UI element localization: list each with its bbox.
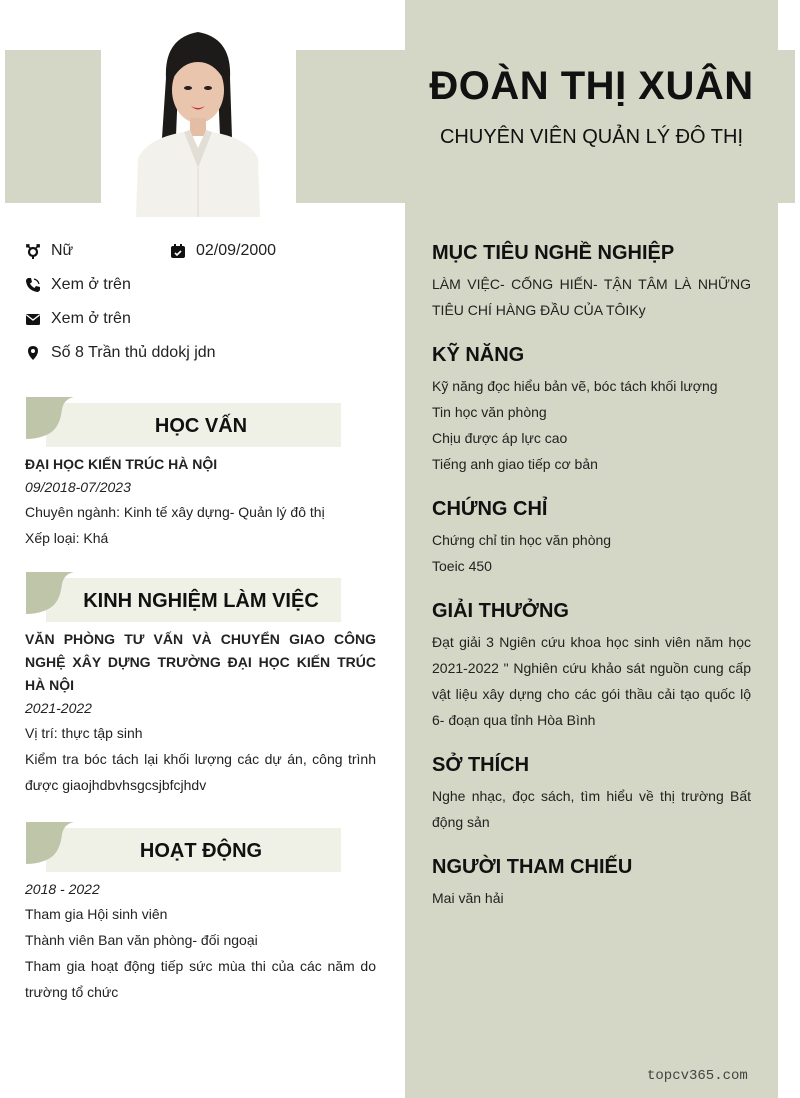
objective-section [432,242,751,323]
school-name: ĐẠI HỌC KIẾN TRÚC HÀ NỘI [25,456,218,472]
phone-icon [25,277,41,293]
phone-row [25,276,131,294]
activities-header [26,828,341,872]
gender-row [25,242,73,260]
address-value: Số 8 Trần thủ ddokj jdn [51,344,216,361]
education-block [25,453,376,551]
gender-icon [25,243,41,259]
education-header [26,403,341,447]
education-title: HỌC VẤN [154,415,248,437]
education-line: Xếp loại: Khá [25,530,109,546]
certificates-section [432,498,751,579]
awards-text: Đạt giải 3 Ngiên cứu khoa học sinh viên năm học 2021-2022 " Nghiên cứu khảo sát nguồn cung cấp vật liệu xây dựng cho các gói thầu cải tạo quốc lộ 6- đoạn qua tỉnh Hòa Bình [432,634,751,728]
education-line: Chuyên ngành: Kinh tế xây dựng- Quản lý đô thị [25,504,325,520]
certificate-item: Toeic 450 [432,558,492,574]
skill-item: Chịu được áp lực cao [432,430,568,446]
certificate-item: Chứng chỉ tin học văn phòng [432,532,612,548]
email-value: Xem ở trên [51,310,131,327]
header-band-right [778,50,795,203]
awards-section [432,600,751,733]
experience-line: Vị trí: thực tập sinh [25,725,143,741]
activity-line: Tham gia Hội sinh viên [25,906,168,922]
experience-line: Kiểm tra bóc tách lại khối lượng các dự án, công trình được giaojhdbvhsgcsjbfcjhdv [25,751,376,793]
company-name: VĂN PHÒNG TƯ VẤN VÀ CHUYỂN GIAO CÔNG NGHỆ XÂY DỰNG TRƯỜNG ĐẠI HỌC KIẾN TRÚC HÀ NỘI [25,631,376,693]
experience-block [25,628,376,798]
gender-value: Nữ [51,242,74,259]
skill-item: Tin học văn phòng [432,404,547,420]
header-band-left [5,50,101,203]
education-period: 09/2018-07/2023 [25,479,131,495]
references-text: Mai văn hải [432,890,504,906]
activities-period: 2018 - 2022 [25,881,100,897]
mail-icon [25,311,41,327]
phone-value: Xem ở trên [51,276,131,293]
job-title: CHUYÊN VIÊN QUẢN LÝ ĐÔ THỊ [439,126,744,148]
references-title: NGƯỜI THAM CHIẾU [432,856,633,878]
email-row [25,310,131,328]
references-section [432,856,751,911]
activity-line: Thành viên Ban văn phòng- đối ngoại [25,932,258,948]
hobbies-title: SỞ THÍCH [432,754,530,776]
objective-text: LÀM VIỆC- CỐNG HIẾN- TẬN TÂM LÀ NHỮNG TIÊU CHÍ HÀNG ĐẦU CỦA TÔIKy [432,276,751,318]
activity-line: Tham gia hoạt động tiếp sức mùa thi của các năm do trường tổ chức [25,958,376,1000]
objective-title: MỤC TIÊU NGHỀ NGHIỆP [432,242,675,264]
candidate-name: ĐOÀN THỊ XUÂN [429,64,754,108]
experience-period: 2021-2022 [25,700,92,716]
location-pin-icon [25,345,41,361]
hobbies-text: Nghe nhạc, đọc sách, tìm hiểu về thị trường Bất động sản [432,788,751,830]
experience-title: KINH NGHIỆM LÀM VIỆC [83,590,319,612]
activities-block [25,878,376,1005]
birthdate-row [170,242,276,260]
hobbies-section [432,754,751,835]
calendar-icon [170,243,186,259]
skill-item: Tiếng anh giao tiếp cơ bản [432,456,598,472]
skills-title: KỸ NĂNG [432,344,525,366]
activities-title: HOẠT ĐỘNG [139,840,263,862]
experience-header [26,578,341,622]
watermark: topcv365.com [647,1068,748,1084]
profile-photo [128,18,268,217]
skills-section [432,344,751,477]
certificates-title: CHỨNG CHỈ [432,498,548,520]
birthdate-value: 02/09/2000 [196,242,277,259]
address-row [25,344,216,362]
awards-title: GIẢI THƯỞNG [432,600,569,622]
header-band-middle [296,50,406,203]
skill-item: Kỹ năng đọc hiểu bản vẽ, bóc tách khối lượng [432,378,718,394]
